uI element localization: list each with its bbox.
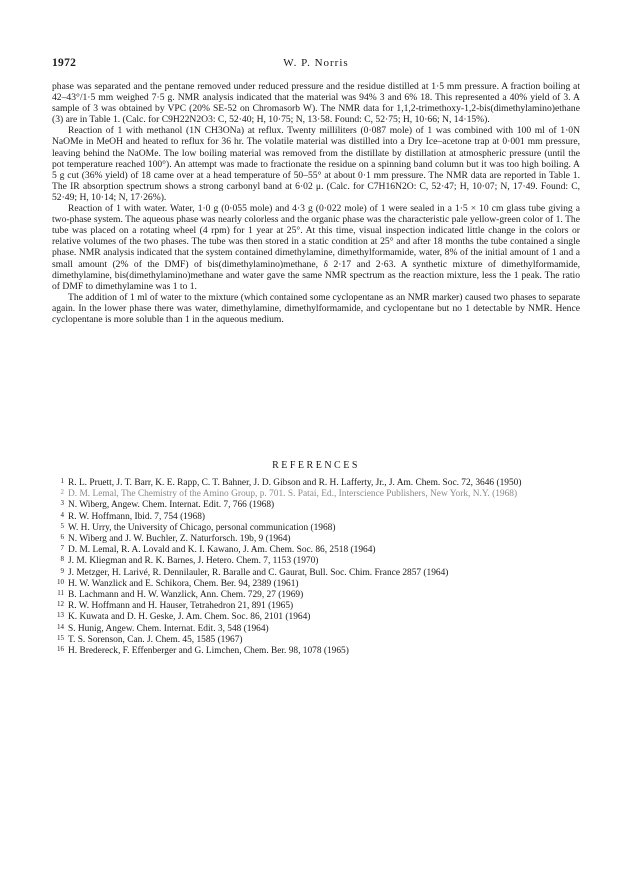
running-head: W. P. Norris (283, 57, 349, 69)
reference-text: N. Wiberg, Angew. Chem. Internat. Edit. 7, 766 (1968) (68, 500, 275, 511)
reference-item (52, 556, 580, 567)
references-heading: REFERENCES (272, 460, 360, 471)
reference-number: 3 (60, 499, 64, 508)
reference-number: 4 (60, 510, 64, 519)
reference-text: R. L. Pruett, J. T. Barr, K. E. Rapp, C. T. Bahner, J. D. Gibson and R. H. Lafferty, Jr., J. Am. Chem. Soc. 72, 3646 (1950) (68, 478, 522, 488)
reference-item (52, 534, 580, 545)
paragraph: phase was separated and the pentane removed under reduced pressure and the residue distilled at 1·5 mm pressure. A fraction boiling at 42–43°/1·5 mm weighed 7·5 g. NMR analysis indicated that the material was 94% 3 and 6% 18. This represented a 40% yield of 3. A sample of 3 was obtained by VPC (20% SE-52 on Chromasorb W). The NMR data for 1,1,2-trimethoxy-1,2-bis(dimethylamino)ethane (3) are in Table 1. (Calc. for C9H22N2O3: C, 52·40; H, 10·75; N, 13·58. Found: C, 52·75; H, 10·66; N, 14·15%). (52, 81, 580, 126)
reference-number: 14 (57, 622, 64, 631)
reference-text: S. Hunig, Angew. Chem. Internat. Edit. 3, 548 (1964) (68, 623, 269, 634)
reference-number: 6 (60, 533, 64, 542)
reference-number: 7 (60, 544, 64, 553)
reference-item (52, 590, 580, 601)
reference-text: H. Bredereck, F. Effenberger and G. Limchen, Chem. Ber. 98, 1078 (1965) (68, 646, 349, 657)
body-text (52, 81, 580, 325)
reference-number: 1 (60, 477, 64, 485)
reference-text: J. Metzger, H. Larivé, R. Dennilauler, R. Baralle and C. Gaurat, Bull. Soc. Chim. France 2857 (1964) (68, 567, 449, 578)
reference-number: 13 (57, 611, 64, 620)
reference-item (52, 478, 580, 489)
reference-text: D. M. Lemal, The Chemistry of the Amino Group, p. 701. S. Patai, Ed., Interscience Publishers, New York, N.Y. (1968) (68, 489, 518, 500)
reference-item (52, 635, 580, 646)
reference-item (52, 489, 580, 500)
paragraph: Reaction of 1 with water. Water, 1·0 g (0·055 mole) and 4·3 g (0·022 mole) of 1 were sealed in a 1·5 × 10 cm glass tube giving a two-phase system. The aqueous phase was nearly colorless and the organic phase was the characteristic pale yellow-green color of 1. The tube was placed on a rotating wheel (4 rpm) for 1 year at 25°. At this time, visual inspection indicated little change in the colors or relative volumes of the two phases. The tube was then stored in a static condition at 25° and after 18 months the tube contained a single phase. NMR analysis indicated that the system contained dimethylamine, dimethylformamide, water, 8% of the initial amount of 1 and a small amount (2% of the DMF) of bis(dimethylamino)methane, δ 2·17 and 2·63. A synthetic mixture of dimethylformamide, dimethylamine, bis(dimethylamino)methane and water gave the same NMR spectrum as the reaction mixture, less the 1 peak. The ratio of DMF to dimethylamine was 1 to 1. (52, 203, 580, 292)
reference-number: 2 (60, 488, 64, 497)
reference-item (52, 545, 580, 556)
reference-text: K. Kuwata and D. H. Geske, J. Am. Chem. Soc. 86, 2101 (1964) (68, 612, 311, 623)
references-list (52, 478, 580, 657)
page-header (52, 57, 580, 73)
reference-number: 9 (60, 566, 64, 575)
reference-text: R. W. Hoffmann and H. Hauser, Tetrahedron 21, 891 (1965) (68, 601, 294, 612)
reference-text: D. M. Lemal, R. A. Lovald and K. I. Kawano, J. Am. Chem. Soc. 86, 2518 (1964) (68, 545, 376, 556)
reference-text: R. W. Hoffmann, Ibid. 7, 754 (1968) (68, 511, 206, 522)
reference-text: H. W. Wanzlick and E. Schikora, Chem. Ber. 94, 2389 (1961) (68, 578, 299, 589)
reference-text: T. S. Sorenson, Can. J. Chem. 45, 1585 (1967) (68, 634, 243, 645)
reference-item (52, 601, 580, 612)
reference-number: 5 (60, 521, 64, 530)
reference-text: N. Wiberg and J. W. Buchler, Z. Naturforsch. 19b, 9 (1964) (68, 534, 291, 545)
reference-item (52, 568, 580, 579)
reference-text: B. Lachmann and H. W. Wanzlick, Ann. Chem. 729, 27 (1969) (68, 590, 304, 601)
reference-item (52, 523, 580, 534)
reference-item (52, 646, 580, 657)
reference-item (52, 612, 580, 623)
paragraph: Reaction of 1 with methanol (1N CH3ONa) at reflux. Twenty milliliters (0·087 mole) of 1 was combined with 100 ml of 1·0N NaOMe in MeOH and heated to reflux for 36 hr. The volatile material was distilled into a Dry Ice–acetone trap at 0·001 mm pressure, leaving behind the NaOMe. The low boiling material was removed from the distillate by distillation at atmospheric pressure (until the pot temperature reached 100°). An attempt was made to fractionate the residue on a spinning band column but it was too high boiling. A 5 g cut (36% yield) of 18 came over at a head temperature of 50–55° at about 0·1 mm pressure. The NMR data are reported in Table 1. The IR absorption spectrum shows a strong carbonyl band at 6·02 μ. (Calc. for C7H16N2O: C, 52·47; H, 10·07; N, 17·49. Found: C, 52·49; H, 10·14; N, 17·26%). (52, 125, 580, 203)
reference-number: 16 (57, 645, 64, 654)
reference-text: W. H. Urry, the University of Chicago, personal communication (1968) (68, 522, 336, 533)
reference-number: 8 (60, 555, 64, 564)
reference-number: 15 (57, 633, 64, 642)
reference-item (52, 624, 580, 635)
page-number: 1972 (52, 57, 77, 69)
paragraph: The addition of 1 ml of water to the mixture (which contained some cyclopentane as an NMR marker) caused two phases to separate again. In the lower phase there was water, dimethylamine, dimethylformamide, and cyclopentane but no 1 detectable by NMR. Hence cyclopentane is more soluble than 1 in the aqueous medium. (52, 291, 580, 325)
reference-number: 12 (57, 600, 64, 609)
reference-number: 10 (57, 577, 64, 586)
reference-number: 11 (57, 589, 64, 598)
reference-item (52, 512, 580, 523)
reference-item (52, 579, 580, 590)
reference-text: J. M. Kliegman and R. K. Barnes, J. Hetero. Chem. 7, 1153 (1970) (68, 556, 319, 567)
reference-item (52, 500, 580, 511)
